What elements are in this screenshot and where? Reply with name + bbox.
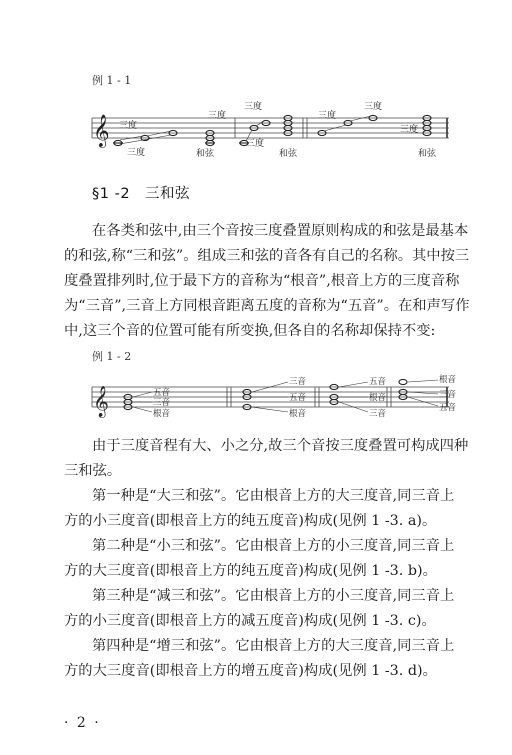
ann-11-b1: 三度 — [208, 111, 227, 121]
ann-11-c1: 三度 — [318, 111, 337, 121]
ann-11-c2: 三度 — [364, 102, 383, 112]
treble-clef-icon: 𝄞 — [93, 114, 110, 147]
ann-12-g2-san: 三音 — [289, 377, 307, 387]
para1-line-3: 度叠置排列时,位于最下方的音称为“根音”,根音上方的三度音称 — [64, 273, 460, 289]
para1-line-5: 中,这三个音的位置可能有所变换,但各自的名称却保持不变: — [64, 323, 436, 339]
ann-12-g3-wu: 五音 — [369, 377, 387, 387]
chord-label-3: 和弦 — [418, 149, 437, 159]
ann-12-g4-san: 三音 — [439, 390, 457, 400]
ann-11-b3: 三度 — [246, 139, 265, 149]
ann-12-g4-gen: 根音 — [439, 375, 457, 385]
paragraph-1 — [64, 219, 470, 344]
ann-12-g2-gen: 根音 — [289, 409, 307, 419]
ann-12-g4-wu: 五音 — [439, 403, 457, 413]
ann-12-g1-wu: 五音 — [153, 388, 171, 398]
ann-11-c3: 三度 — [400, 125, 419, 135]
ann-11-a1: 三度 — [119, 121, 138, 131]
ann-12-g1-gen: 根音 — [153, 409, 171, 419]
ann-12-g2-wu: 五音 — [289, 393, 307, 403]
ann-12-g1-san: 三音 — [153, 398, 171, 408]
para2-line-9: 第四种是“增三和弦”。它由根音上方的大三度音,同三音上 — [92, 638, 455, 654]
example-1-1-label: 例 1 - 1 — [92, 74, 132, 87]
para2-line-8: 方的小三度音(即根音上方的减五度音)构成(见例 1 -3. c)。 — [64, 613, 436, 629]
para1-line-1: 在各类和弦中,由三个音按三度叠置原则构成的和弦是最基本 — [92, 223, 469, 239]
para2-line-5: 第二种是“小三和弦”。它由根音上方的小三度音,同三音上 — [92, 538, 455, 554]
ann-12-g3-gen: 根音 — [369, 393, 387, 403]
para1-line-2: 的和弦,称“三和弦”。组成三和弦的音各有自己的名称。其中按三 — [64, 248, 470, 264]
para2-line-1: 由于三度音程有大、小之分,故三个音按三度叠置可构成四种 — [92, 438, 469, 454]
chord-label-2: 和弦 — [279, 149, 298, 159]
chord-label-1: 和弦 — [196, 149, 215, 159]
para2-line-2: 三和弦。 — [64, 463, 122, 479]
example-1-1-staff — [0, 96, 512, 162]
para2-line-6: 方的大三度音(即根音上方的纯五度音)构成(见例 1 -3. b)。 — [64, 563, 437, 579]
example-1-2-label: 例 1 - 2 — [92, 350, 132, 363]
ann-11-b2: 三度 — [244, 102, 263, 112]
ann-11-a2: 三度 — [127, 148, 146, 158]
page-number: · 2 · — [64, 715, 101, 731]
section-heading: §1 -2 三和弦 — [92, 186, 191, 202]
paragraph-2 — [64, 434, 469, 684]
ann-12-g3-san: 三音 — [369, 409, 387, 419]
para2-line-4: 方的小三度音(即根音上方的纯五度音)构成(见例 1 -3. a)。 — [64, 513, 437, 529]
example-1-2-staff — [0, 370, 512, 424]
para2-line-7: 第三种是“减三和弦”。它由根音上方的小三度音,同三音上 — [92, 588, 455, 604]
para2-line-10: 方的大三度音(即根音上方的增五度音)构成(见例 1 -3. d)。 — [64, 663, 437, 679]
para1-line-4: 为“三音”,三音上方同根音距离五度的音称为“五音”。在和声写作 — [64, 298, 470, 314]
para2-line-3: 第一种是“大三和弦”。它由根音上方的大三度音,同三音上 — [92, 488, 455, 504]
treble-clef-icon-2: 𝄞 — [93, 386, 109, 417]
